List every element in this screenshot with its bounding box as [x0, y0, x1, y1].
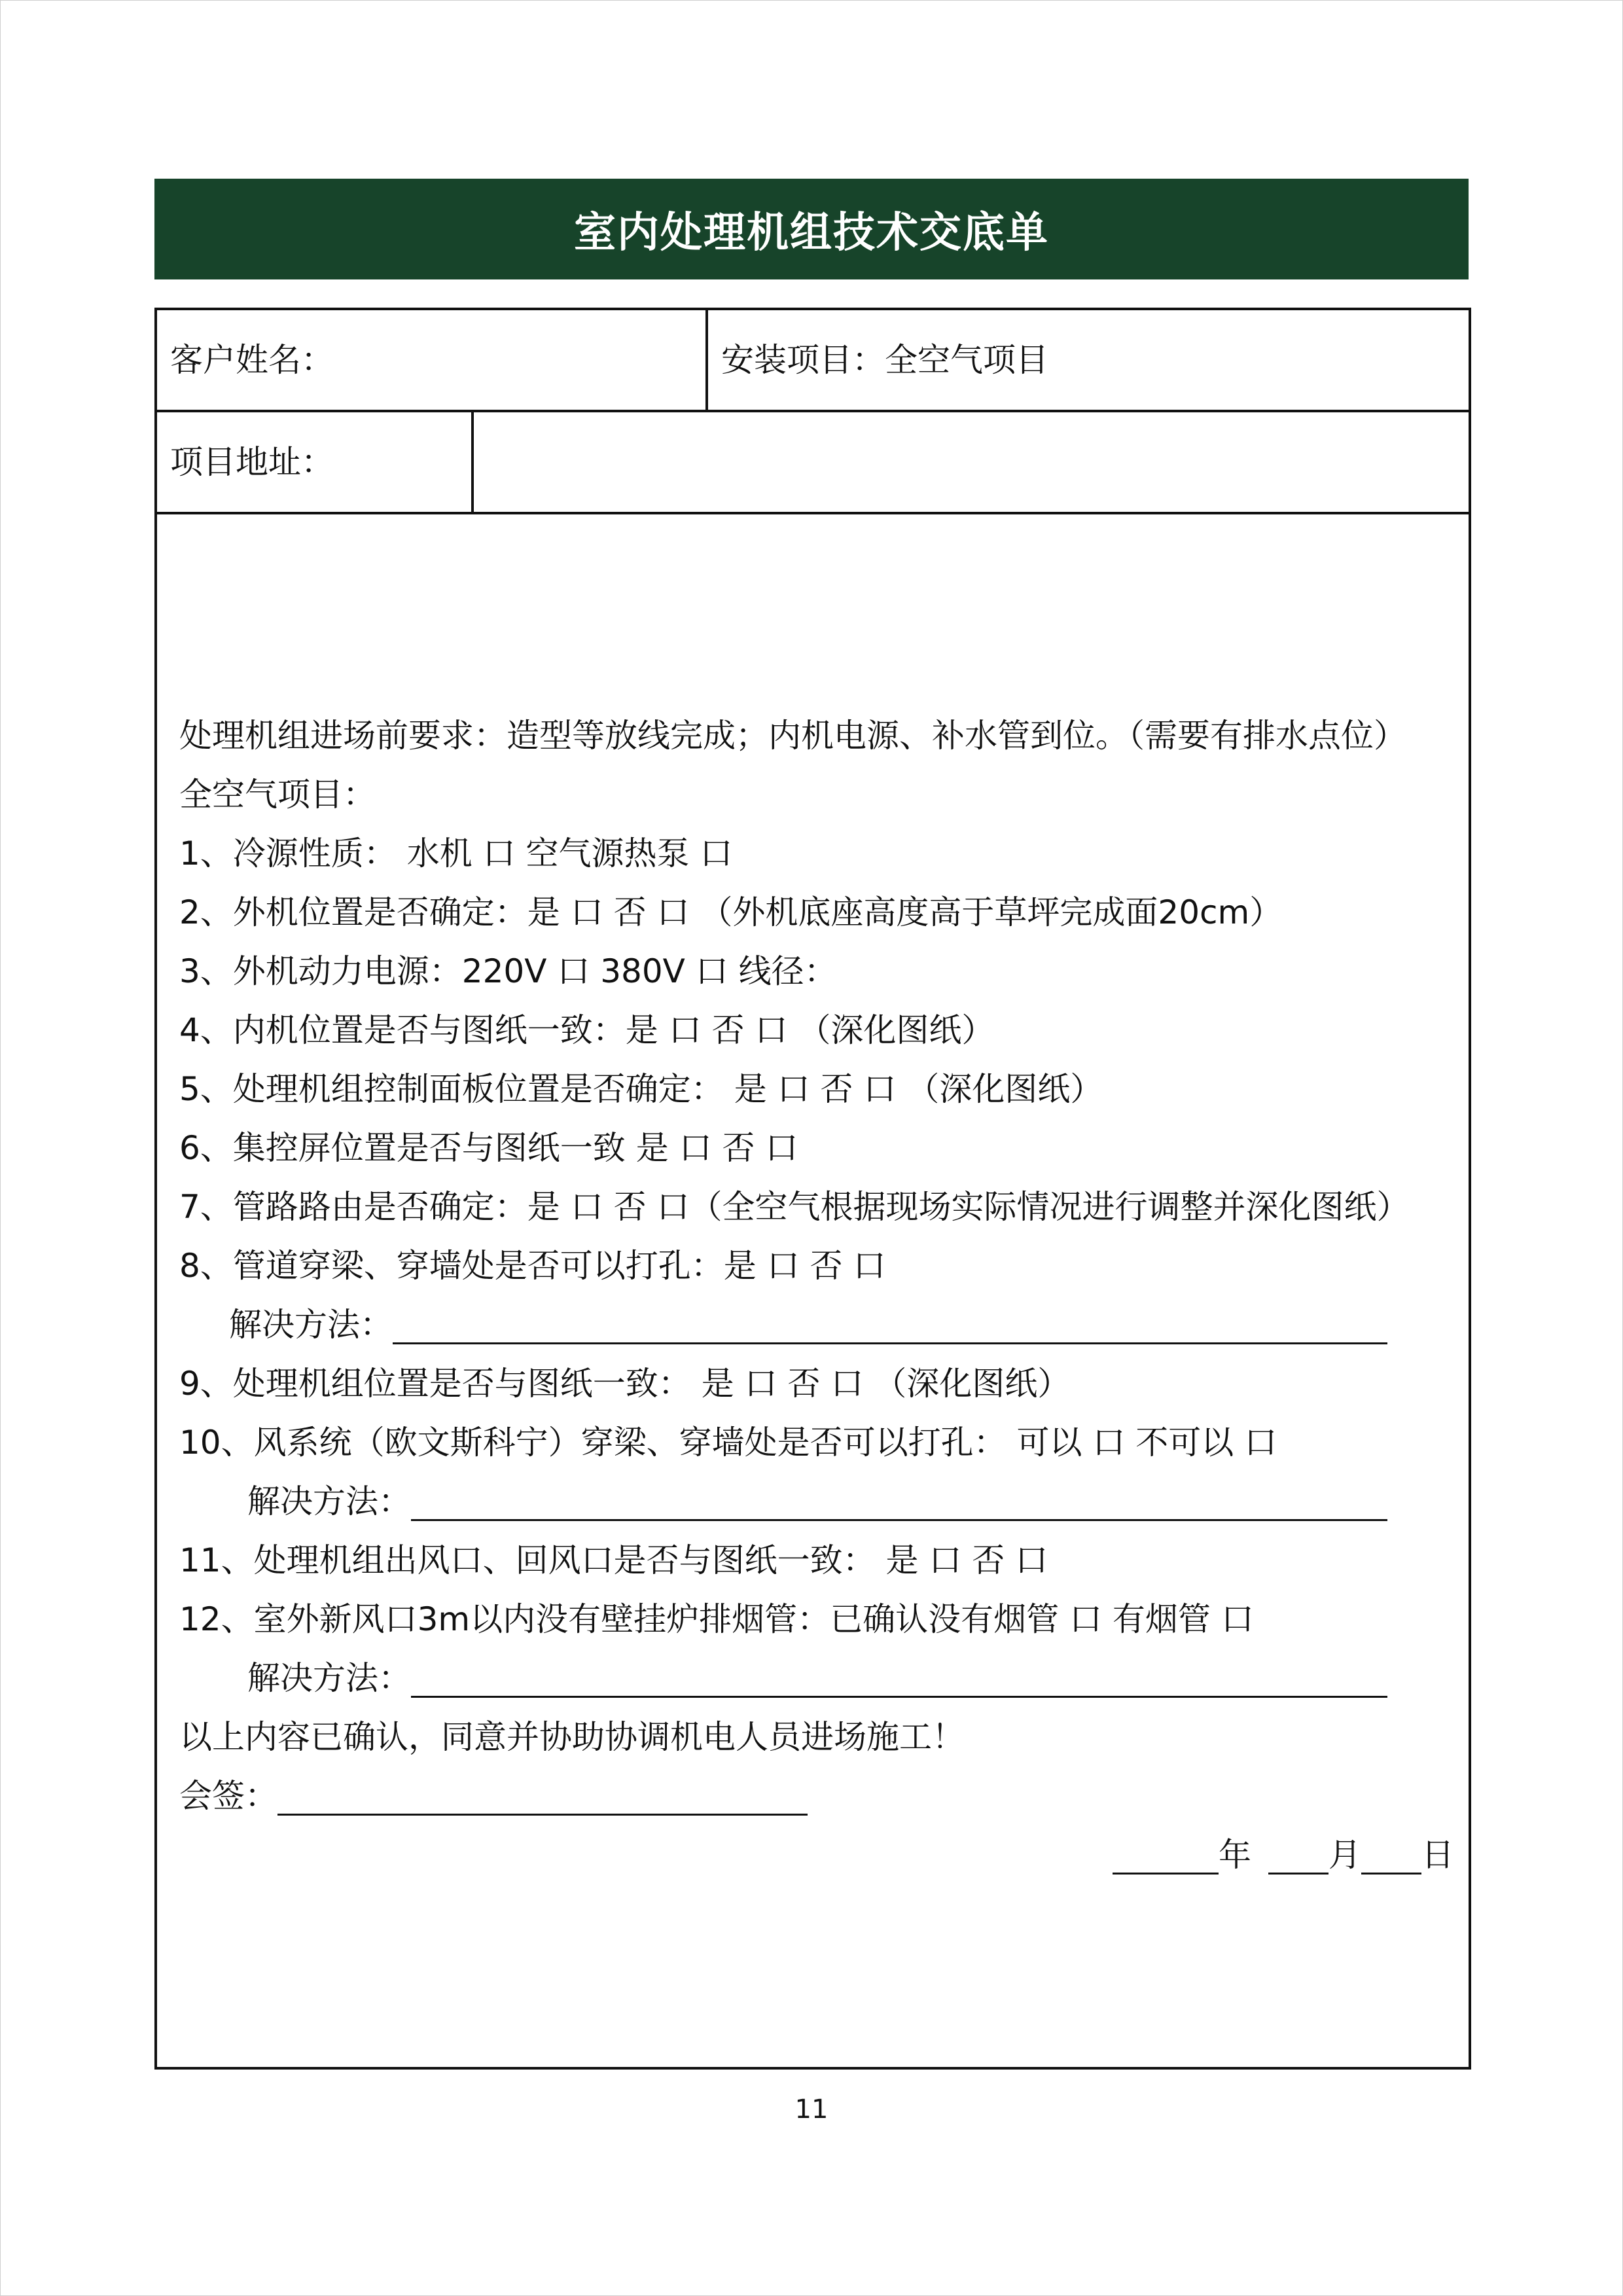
solution-input[interactable] [393, 1307, 1387, 1344]
section-title: 全空气项目： [179, 776, 376, 814]
solution-label: 解决方法： [229, 1306, 393, 1344]
checklist-item: 1、冷源性质： 水机 口 空气源热泵 口 [179, 834, 733, 872]
checklist-item: 5、处理机组控制面板位置是否确定： 是 口 否 口 （深化图纸） [179, 1070, 1103, 1108]
solution-label: 解决方法： [247, 1659, 411, 1697]
month-input[interactable] [1268, 1837, 1329, 1874]
solution-label: 解决方法： [247, 1482, 411, 1520]
customer-name-field[interactable] [321, 310, 700, 408]
sign-label: 会签： [179, 1777, 277, 1815]
month-label: 月 [1328, 1836, 1361, 1874]
solution-line [247, 1659, 1387, 1698]
checklist-item: 4、内机位置是否与图纸一致：是 口 否 口 （深化图纸） [179, 1011, 995, 1049]
solution-line [229, 1305, 1387, 1344]
solution-line [247, 1482, 1387, 1521]
form-table [154, 308, 1471, 2070]
install-project-label: 安装项目：全空气项目 [721, 341, 1048, 379]
checklist-item: 3、外机动力电源：220V 口 380V 口 线径： [179, 952, 837, 990]
row-divider [157, 410, 1469, 412]
year-input[interactable] [1113, 1837, 1219, 1874]
sign-line [179, 1776, 808, 1816]
checklist-item: 11、处理机组出风口、回风口是否与图纸一致： 是 口 否 口 [179, 1541, 1048, 1579]
customer-name-label: 客户姓名： [170, 341, 334, 379]
solution-input[interactable] [411, 1484, 1387, 1521]
column-divider [471, 412, 474, 512]
checklist-item: 6、集控屏位置是否与图纸一致 是 口 否 口 [179, 1129, 798, 1167]
checklist-item: 10、风系统（欧文斯科宁）穿梁、穿墙处是否可以打孔： 可以 口 不可以 口 [179, 1424, 1277, 1462]
day-input[interactable] [1361, 1837, 1421, 1874]
day-label: 日 [1421, 1836, 1454, 1874]
project-address-field[interactable] [475, 414, 1466, 511]
year-label: 年 [1219, 1836, 1251, 1874]
confirm-text: 以上内容已确认，同意并协助协调机电人员进场施工！ [179, 1718, 965, 1756]
sign-input[interactable] [277, 1778, 808, 1816]
requirement-text: 处理机组进场前要求：造型等放线完成；内机电源、补水管到位。（需要有排水点位） [179, 717, 1406, 755]
date-line [1113, 1835, 1454, 1874]
checklist-item: 8、管道穿梁、穿墙处是否可以打孔：是 口 否 口 [179, 1247, 886, 1285]
column-divider [705, 310, 708, 410]
checklist-item: 2、外机位置是否确定：是 口 否 口 （外机底座高度高于草坪完成面20cm） [179, 893, 1283, 931]
checklist-item: 12、室外新风口3m以内没有壁挂炉排烟管：已确认没有烟管 口 有烟管 口 [179, 1600, 1254, 1638]
checklist-item: 9、处理机组位置是否与图纸一致： 是 口 否 口 （深化图纸） [179, 1365, 1071, 1403]
page-number: 11 [794, 2094, 829, 2125]
project-address-label: 项目地址： [170, 443, 334, 481]
row-divider [157, 512, 1469, 514]
solution-input[interactable] [411, 1660, 1387, 1698]
checklist-item: 7、管路路由是否确定：是 口 否 口（全空气根据现场实际情况进行调整并深化图纸） [179, 1188, 1410, 1226]
form-title: 室内处理机组技术交底单 [154, 179, 1469, 279]
